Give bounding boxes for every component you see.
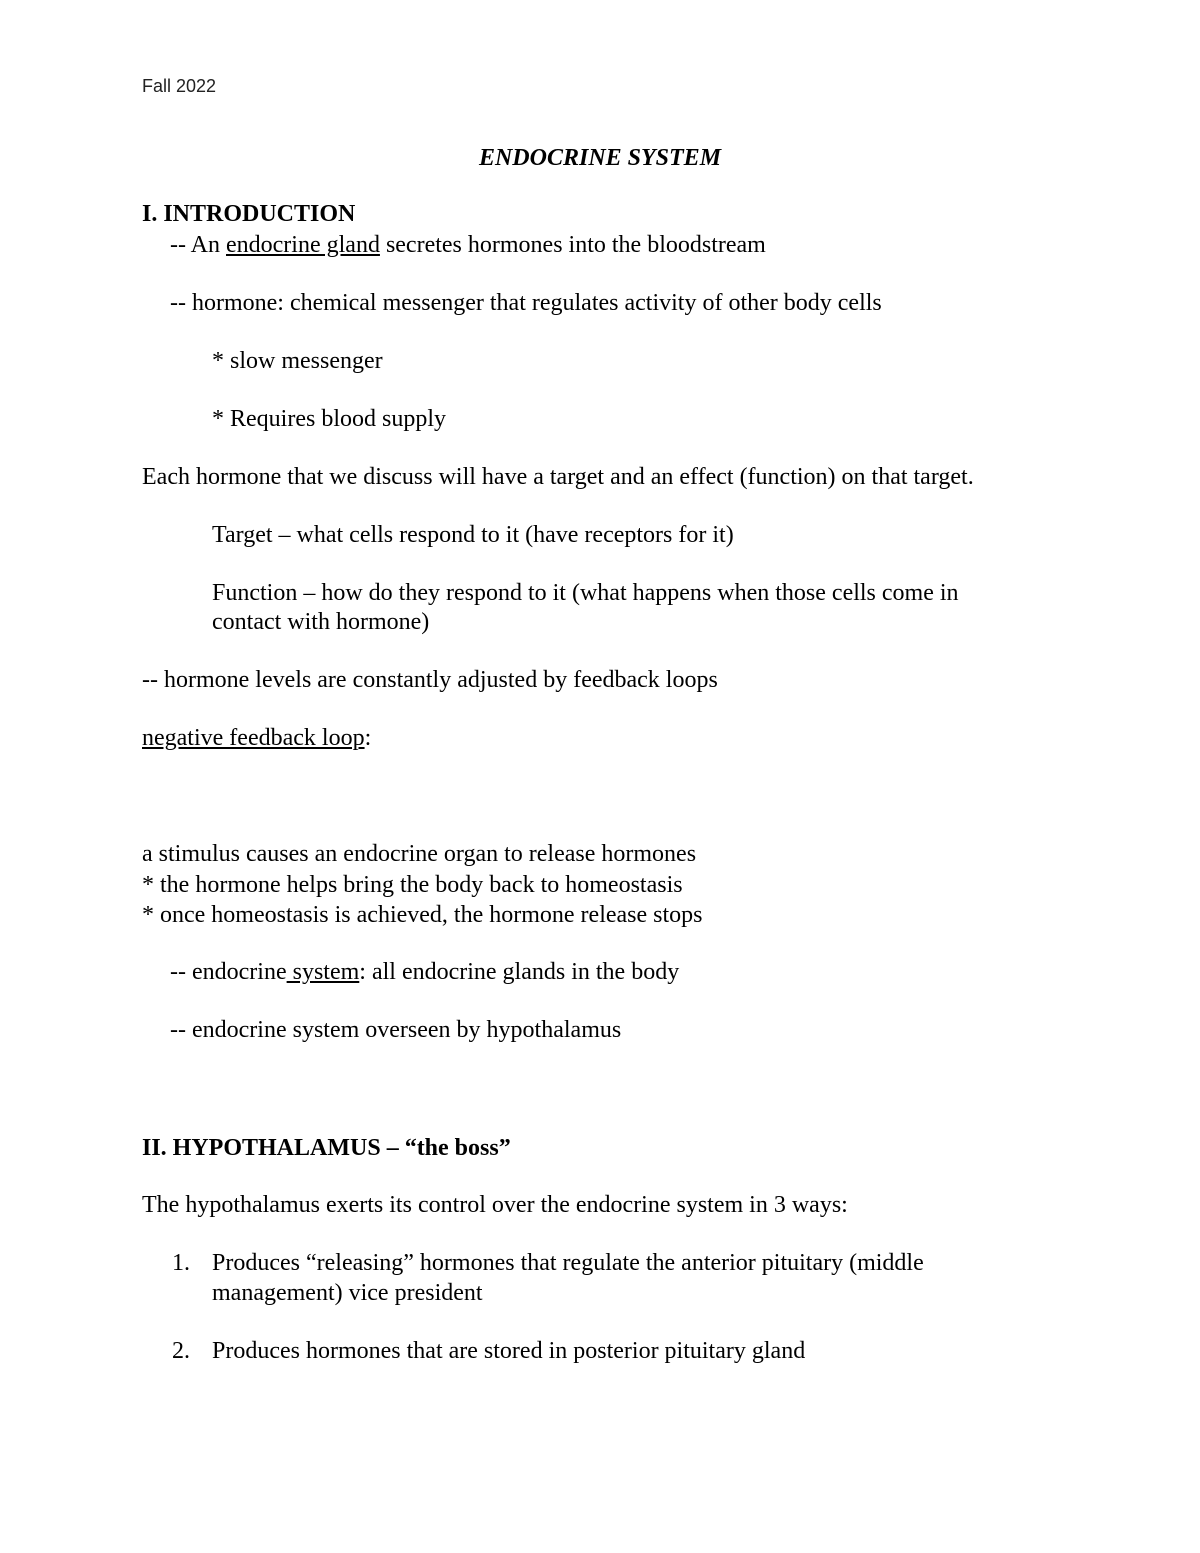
hypothalamus-control-line: The hypothalamus exerts its control over the endocrine system in 3 ways: [142,1192,848,1218]
endocrine-system-term: system [286,959,360,985]
feedback-loops-line: -- hormone levels are constantly adjusted by feedback loops [142,667,718,693]
negative-feedback-loop-term: negative feedback loop [142,725,365,751]
bullet-blood-supply: * Requires blood supply [212,406,446,432]
homeostasis-back-line: * the hormone helps bring the body back to homeostasis [142,872,683,898]
list-item-text: Produces “releasing” hormones that regulate the anterior pituitary (middle [212,1250,924,1276]
list-item-text: Produces hormones that are stored in posterior pituitary gland [212,1338,806,1364]
stimulus-line: a stimulus causes an endocrine organ to release hormones [142,841,697,867]
endocrine-gland-line [170,230,766,260]
endocrine-gland-term: endocrine gland [226,232,380,258]
function-definition-line-2: contact with hormone) [212,609,430,635]
target-definition: Target – what cells respond to it (have receptors for it) [212,522,734,548]
list-item [172,1248,924,1278]
list-item-number: 1. [172,1250,190,1276]
section-heading-introduction: I. INTRODUCTION [142,201,356,227]
homeostasis-stop-line: * once homeostasis is achieved, the hormone release stops [142,902,703,928]
hormone-definition: -- hormone: chemical messenger that regulates activity of other body cells [170,290,882,316]
system-prefix: -- endocrine [170,959,287,985]
function-definition-line-1: Function – how do they respond to it (what happens when those cells come in [212,580,959,606]
gland-prefix: -- An [170,232,226,258]
negative-feedback-loop-colon: : [364,725,372,751]
document-title: ENDOCRINE SYSTEM [478,145,722,171]
negative-feedback-loop-label [142,723,371,753]
list-item [172,1336,805,1366]
target-effect-paragraph: Each hormone that we discuss will have a target and an effect (function) on that target. [142,464,974,490]
list-item-number: 2. [172,1338,190,1364]
gland-suffix: secretes hormones into the bloodstream [379,232,766,258]
endocrine-system-line [170,957,679,987]
section-heading-hypothalamus: II. HYPOTHALAMUS – “the boss” [142,1135,511,1161]
overseen-by-hypothalamus-line: -- endocrine system overseen by hypothalamus [170,1017,622,1043]
bullet-slow-messenger: * slow messenger [212,348,383,374]
system-suffix: : all endocrine glands in the body [359,959,680,985]
list-item-continuation: management) vice president [212,1280,483,1306]
page-header-term: Fall 2022 [142,76,217,96]
